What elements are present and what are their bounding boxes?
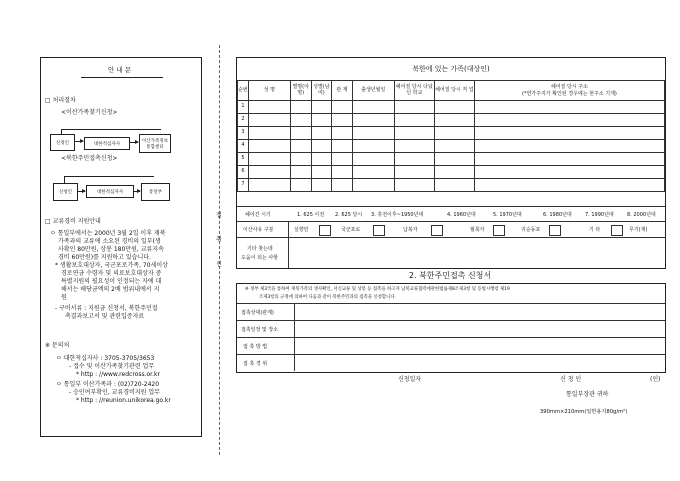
option[interactable]: 3. 휴전이후~1950년대 xyxy=(371,212,424,218)
col-header: 헤어질 당시 다녔던 학교 xyxy=(394,81,434,101)
etc-row xyxy=(237,237,665,268)
job-cell[interactable] xyxy=(434,140,474,153)
fold-mark: 절 xyxy=(216,212,222,219)
sex-cell[interactable] xyxy=(311,166,332,179)
flow2-caption: <북한주민접촉신청> xyxy=(61,155,118,162)
form2-row xyxy=(237,337,665,355)
name-cell[interactable] xyxy=(248,140,290,153)
text-line: 해서는 해당금액의 2배 범위내에서 지 xyxy=(61,286,160,293)
col-header: 성별(남여) xyxy=(311,81,332,101)
relation-cell[interactable] xyxy=(332,166,353,179)
contact-form xyxy=(236,283,666,373)
text-line: 원 xyxy=(61,294,67,301)
form2-row xyxy=(237,320,665,338)
checkbox[interactable] xyxy=(611,225,623,236)
text-line: * 생활보호대상자, 국군포로가족, 70세이상 xyxy=(55,262,168,269)
form2-label: 접촉상대(관계) xyxy=(241,310,274,316)
flow1-caption: <이산가족찾기신청> xyxy=(61,109,118,116)
paper-spec: 390mm×210mm(일반용지80g/m²) xyxy=(540,409,628,415)
name-cell[interactable] xyxy=(248,179,290,192)
option[interactable]: 8. 2000년대 xyxy=(627,212,656,218)
text-line: 촉결과보고서 및 관련입증자료 xyxy=(65,313,145,320)
relation-cell[interactable] xyxy=(332,140,353,153)
form2-label: 접 촉 방 법 xyxy=(243,344,268,350)
school-cell[interactable] xyxy=(394,166,434,179)
contact-history-input[interactable] xyxy=(295,356,663,370)
option[interactable]: 1. 625 이전 xyxy=(297,212,325,218)
arrow xyxy=(74,141,83,142)
form2-note: 조제3항의 규정에 의하여 다음과 같이 북한주민과의 접촉을 신청합니다. xyxy=(259,295,396,300)
school-cell[interactable] xyxy=(394,140,434,153)
row-number: 1 xyxy=(238,101,249,114)
arrow xyxy=(129,142,138,143)
fold-line xyxy=(219,45,220,455)
alias-cell[interactable] xyxy=(290,179,311,192)
flow1-redcross: 대한적십자사 xyxy=(84,137,130,150)
option[interactable]: 귀순동포 xyxy=(521,227,541,233)
option[interactable]: 4. 1960년대 xyxy=(447,212,476,218)
family-table xyxy=(237,80,665,192)
birth-cell[interactable] xyxy=(352,153,394,166)
fold-mark: 취 xyxy=(216,236,222,243)
row-number: 6 xyxy=(238,166,249,179)
checkbox[interactable] xyxy=(431,225,443,236)
applicant-label: 신 청 인 xyxy=(560,376,582,383)
col-header xyxy=(474,81,664,101)
divider xyxy=(81,77,163,78)
section-funding: □ 교류경비 지원안내 xyxy=(45,218,101,225)
row-number: 5 xyxy=(238,153,249,166)
flow2-applicant: 신청인 xyxy=(53,183,78,201)
alias-cell[interactable] xyxy=(290,127,311,140)
etc-input[interactable] xyxy=(289,239,663,267)
birth-cell[interactable] xyxy=(352,179,394,192)
arrow xyxy=(77,191,85,192)
job-cell[interactable] xyxy=(434,179,474,192)
school-cell[interactable] xyxy=(394,179,434,192)
flow2-unification-ministry: 통일부 xyxy=(141,183,170,201)
address-header: 헤어질 당시 주소 xyxy=(550,83,588,90)
text-line: 사확인 80만원, 상봉 180만원, 교류지속 xyxy=(58,246,164,253)
school-cell[interactable] xyxy=(394,101,434,114)
form1-title: 북한에 있는 가족(대상인) xyxy=(412,65,490,73)
job-cell[interactable] xyxy=(434,127,474,140)
name-cell[interactable] xyxy=(248,166,290,179)
address-note: (*연가주지가 확인된 경우에는 현주소 기재) xyxy=(522,90,617,97)
contact-schedule-input[interactable] xyxy=(295,322,663,337)
option[interactable]: 납북자 xyxy=(403,227,418,233)
sex-cell[interactable] xyxy=(311,179,332,192)
job-cell[interactable] xyxy=(434,114,474,127)
text-line: ㅇ 통일부 이산가족과 : (02)720-2420 xyxy=(56,381,160,388)
text-line: 경비 60만원)를 지원하고 있습니다. xyxy=(58,254,151,261)
relation-cell[interactable] xyxy=(332,114,353,127)
etc-label: 기타 찾는데 xyxy=(247,246,273,252)
contact-target-input[interactable] xyxy=(295,305,663,320)
name-cell[interactable] xyxy=(248,127,290,140)
form2-title: 2. 북한주민접촉 신청서 xyxy=(408,270,492,280)
option[interactable]: 기 타 xyxy=(589,227,601,233)
birth-cell[interactable] xyxy=(352,101,394,114)
flow1-info-center: 이산가족정보통합센터 xyxy=(139,134,171,153)
text-line: - 접수 및 이산가족찾기관련 업무 xyxy=(69,363,155,370)
form2-row xyxy=(237,303,665,321)
sex-cell[interactable] xyxy=(311,101,332,114)
separation-period-label: 헤어진 시기 xyxy=(245,212,271,218)
etc-label: 도움이 되는 사항 xyxy=(241,255,278,261)
alias-cell[interactable] xyxy=(290,114,311,127)
address-cell[interactable] xyxy=(474,153,664,166)
job-cell[interactable] xyxy=(434,153,474,166)
relation-cell[interactable] xyxy=(332,153,353,166)
name-cell[interactable] xyxy=(248,101,290,114)
checkbox[interactable] xyxy=(549,225,561,236)
option[interactable]: 월북자 xyxy=(470,227,485,233)
alias-cell[interactable] xyxy=(290,101,311,114)
option[interactable]: 국군포로 xyxy=(341,227,361,233)
reason-row xyxy=(237,221,665,238)
alias-cell[interactable] xyxy=(290,153,311,166)
option[interactable]: 2. 625 당시 xyxy=(335,212,363,218)
col-header: 관 계 xyxy=(332,81,353,101)
reason-label: 이산사유 구분 xyxy=(243,227,274,233)
checkbox[interactable] xyxy=(493,225,505,236)
flow-line xyxy=(61,129,62,134)
form2-label: 접 촉 경 위 xyxy=(243,361,268,367)
address-cell[interactable] xyxy=(474,101,664,114)
link-reunion[interactable]: * http : //reunion.unikorea.go.kr xyxy=(76,397,171,404)
address-cell[interactable] xyxy=(474,114,664,127)
col-header: 헤어질 당시 직 업 xyxy=(434,81,474,101)
checkbox[interactable] xyxy=(319,225,331,236)
cell-divider xyxy=(288,222,289,238)
name-cell[interactable] xyxy=(248,114,290,127)
text-line: - 승인여부확인, 교류경비지원 업무 xyxy=(69,389,160,396)
section-process: □ 처리절차 xyxy=(45,97,76,104)
text-line: - 구비서류 : 지원금 신청서, 북한주민접 xyxy=(55,305,158,312)
birth-cell[interactable] xyxy=(352,114,394,127)
separation-period-row xyxy=(237,206,665,222)
sex-cell[interactable] xyxy=(311,127,332,140)
col-header: 성 명 xyxy=(248,81,290,101)
alias-cell[interactable] xyxy=(290,140,311,153)
text-line: ㅇ 대한적십자사 : 3705-3705/3653 xyxy=(56,355,155,362)
date-label: 신청일자 xyxy=(398,376,422,383)
birth-cell[interactable] xyxy=(352,127,394,140)
row-number: 4 xyxy=(238,140,249,153)
option[interactable]: 5. 1970년대 xyxy=(493,212,522,218)
sex-cell[interactable] xyxy=(311,114,332,127)
name-cell[interactable] xyxy=(248,153,290,166)
flow-line xyxy=(64,176,65,183)
col-header: 출생년월일 xyxy=(352,81,394,101)
option[interactable]: 7. 1990년대 xyxy=(585,212,614,218)
option[interactable]: 6. 1980년대 xyxy=(543,212,572,218)
address-cell[interactable] xyxy=(474,127,664,140)
family-form xyxy=(236,57,666,269)
text-line: ㅇ 통일부에서는 2000년 3월 2일 이후 재북 xyxy=(50,230,166,237)
fold-mark: 선 xyxy=(216,261,222,268)
relation-cell[interactable] xyxy=(332,127,353,140)
link-redcross[interactable]: * http : //www.redcross.or.kr xyxy=(76,371,160,378)
guide-panel xyxy=(40,57,202,437)
alias-cell[interactable] xyxy=(290,166,311,179)
relation-cell[interactable] xyxy=(332,179,353,192)
address-cell[interactable] xyxy=(474,166,664,179)
col-header: 별명(아명) xyxy=(290,81,311,101)
checkbox[interactable] xyxy=(373,225,385,236)
form2-row xyxy=(237,354,665,371)
row-number: 2 xyxy=(238,114,249,127)
row-number: 3 xyxy=(238,127,249,140)
form2-note: ※ 정부 제3국을 통하여 재북가족의 생사확인, 서신교류 및 상봉 등 접촉을 하고자 남북교류협력에관한법률제8조제3항 및 동법시행령 제19 xyxy=(245,287,510,292)
flow-line xyxy=(64,176,154,177)
job-cell[interactable] xyxy=(434,166,474,179)
option[interactable]: 실향민 xyxy=(294,227,309,233)
birth-cell[interactable] xyxy=(352,166,394,179)
text-line: 특별지원의 필요성이 인정되는 자에 대 xyxy=(61,278,162,285)
school-cell[interactable] xyxy=(394,127,434,140)
address-cell[interactable] xyxy=(474,179,664,192)
flow1-applicant: 신청인 xyxy=(50,134,75,151)
section-contact: ※ 문의처 xyxy=(45,342,70,349)
row-number: 7 xyxy=(238,179,249,192)
form2-label: 접촉일정 및 장소 xyxy=(241,327,278,333)
school-cell[interactable] xyxy=(394,114,434,127)
address-cell[interactable] xyxy=(474,140,664,153)
text-line: 가족과의 교류에 소요된 경비의 일부(생 xyxy=(58,238,161,245)
school-cell[interactable] xyxy=(394,153,434,166)
arrow xyxy=(133,191,140,192)
col-header: 순번 xyxy=(238,81,249,101)
seal-mark: (인) xyxy=(650,376,661,383)
birth-cell[interactable] xyxy=(352,140,394,153)
sex-cell[interactable] xyxy=(311,140,332,153)
recipient: 통일부장관 귀하 xyxy=(566,391,609,398)
relation-cell[interactable] xyxy=(332,101,353,114)
contact-method-input[interactable] xyxy=(295,339,663,354)
option[interactable]: 무기(재) xyxy=(629,227,648,233)
text-line: 경로연금 수령자 및 의료보호대상자 중 xyxy=(61,270,162,277)
job-cell[interactable] xyxy=(434,101,474,114)
guide-title: 안 내 문 xyxy=(108,66,131,74)
flow-line xyxy=(61,129,161,130)
flow2-redcross: 대한적십자사 xyxy=(86,185,134,198)
sex-cell[interactable] xyxy=(311,153,332,166)
